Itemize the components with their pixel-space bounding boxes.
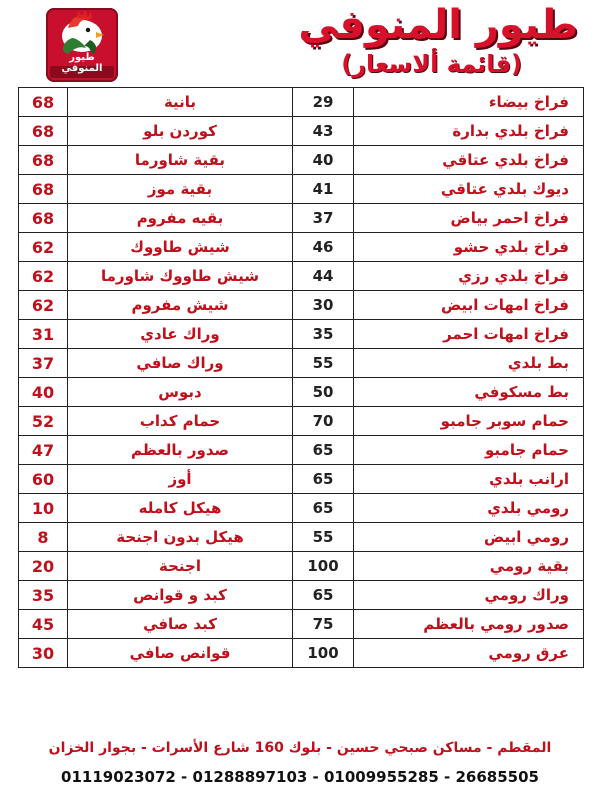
left-price: 68 bbox=[19, 117, 68, 146]
right-price: 30 bbox=[293, 291, 354, 320]
left-price: 37 bbox=[19, 349, 68, 378]
price-row bbox=[19, 581, 584, 610]
left-price: 62 bbox=[19, 262, 68, 291]
right-item-name: فراخ احمر بياض bbox=[354, 204, 584, 233]
left-price: 52 bbox=[19, 407, 68, 436]
left-price: 8 bbox=[19, 523, 68, 552]
left-price: 68 bbox=[19, 146, 68, 175]
price-row bbox=[19, 175, 584, 204]
right-price: 43 bbox=[293, 117, 354, 146]
left-item-name: أوز bbox=[68, 465, 293, 494]
right-price: 41 bbox=[293, 175, 354, 204]
right-price: 29 bbox=[293, 88, 354, 117]
left-item-name: هيكل كامله bbox=[68, 494, 293, 523]
left-item-name: وراك صافي bbox=[68, 349, 293, 378]
left-item-name: شيش طاووك bbox=[68, 233, 293, 262]
price-row bbox=[19, 291, 584, 320]
price-row bbox=[19, 349, 584, 378]
price-table bbox=[18, 87, 584, 668]
right-price: 50 bbox=[293, 378, 354, 407]
right-price: 65 bbox=[293, 494, 354, 523]
left-price: 10 bbox=[19, 494, 68, 523]
price-row bbox=[19, 639, 584, 668]
price-row bbox=[19, 407, 584, 436]
left-price: 62 bbox=[19, 233, 68, 262]
price-row bbox=[19, 523, 584, 552]
right-price: 65 bbox=[293, 581, 354, 610]
right-item-name: فراخ بلدي عتاقي bbox=[354, 146, 584, 175]
left-price: 68 bbox=[19, 88, 68, 117]
price-row bbox=[19, 233, 584, 262]
price-row bbox=[19, 117, 584, 146]
right-price: 35 bbox=[293, 320, 354, 349]
left-price: 62 bbox=[19, 291, 68, 320]
right-item-name: فراخ امهات ابيض bbox=[354, 291, 584, 320]
right-item-name: رومي ابيض bbox=[354, 523, 584, 552]
price-row bbox=[19, 494, 584, 523]
right-price: 40 bbox=[293, 146, 354, 175]
right-item-name: بط بلدي bbox=[354, 349, 584, 378]
shop-name-title: طيور المنوفي bbox=[298, 2, 578, 48]
price-row bbox=[19, 88, 584, 117]
right-price: 100 bbox=[293, 639, 354, 668]
price-row bbox=[19, 204, 584, 233]
right-item-name: ارانب بلدي bbox=[354, 465, 584, 494]
right-price: 55 bbox=[293, 349, 354, 378]
right-item-name: فراخ امهات احمر bbox=[354, 320, 584, 349]
left-item-name: كبد و قوانص bbox=[68, 581, 293, 610]
left-item-name: وراك عادي bbox=[68, 320, 293, 349]
right-item-name: ديوك بلدي عتاقي bbox=[354, 175, 584, 204]
header bbox=[0, 0, 600, 88]
left-price: 30 bbox=[19, 639, 68, 668]
logo-text: طيور المنوفي bbox=[61, 52, 103, 74]
right-price: 55 bbox=[293, 523, 354, 552]
left-item-name: بقية شاورما bbox=[68, 146, 293, 175]
right-item-name: فراخ بلدي رزي bbox=[354, 262, 584, 291]
left-item-name: صدور بالعظم bbox=[68, 436, 293, 465]
right-item-name: بط مسكوفي bbox=[354, 378, 584, 407]
left-price: 45 bbox=[19, 610, 68, 639]
right-item-name: رومي بلدي bbox=[354, 494, 584, 523]
right-item-name: حمام جامبو bbox=[354, 436, 584, 465]
right-item-name: عرق رومي bbox=[354, 639, 584, 668]
right-price: 37 bbox=[293, 204, 354, 233]
shop-logo bbox=[46, 8, 118, 82]
right-price: 46 bbox=[293, 233, 354, 262]
left-item-name: بانية bbox=[68, 88, 293, 117]
left-item-name: شيش مفروم bbox=[68, 291, 293, 320]
left-price: 68 bbox=[19, 204, 68, 233]
left-price: 68 bbox=[19, 175, 68, 204]
right-price: 70 bbox=[293, 407, 354, 436]
left-item-name: حمام كداب bbox=[68, 407, 293, 436]
right-item-name: فراخ بلدي حشو bbox=[354, 233, 584, 262]
left-item-name: هيكل بدون اجنحة bbox=[68, 523, 293, 552]
phone-numbers: 01119023072 - 01288897103 - 01009955285 - 26685505 bbox=[61, 768, 539, 786]
right-item-name: صدور رومي بالعظم bbox=[354, 610, 584, 639]
left-price: 20 bbox=[19, 552, 68, 581]
right-price: 44 bbox=[293, 262, 354, 291]
price-row bbox=[19, 146, 584, 175]
right-price: 75 bbox=[293, 610, 354, 639]
left-item-name: قوانص صافي bbox=[68, 639, 293, 668]
price-row bbox=[19, 465, 584, 494]
left-item-name: اجنحة bbox=[68, 552, 293, 581]
left-item-name: كبد صافي bbox=[68, 610, 293, 639]
price-row bbox=[19, 378, 584, 407]
right-item-name: حمام سوبر جامبو bbox=[354, 407, 584, 436]
left-price: 47 bbox=[19, 436, 68, 465]
price-list-subtitle: (قائمة ألاسعار) bbox=[341, 50, 522, 78]
right-price: 100 bbox=[293, 552, 354, 581]
price-row bbox=[19, 320, 584, 349]
left-item-name: شيش طاووك شاورما bbox=[68, 262, 293, 291]
left-item-name: بقيه مفروم bbox=[68, 204, 293, 233]
left-price: 31 bbox=[19, 320, 68, 349]
shop-address: المقطم - مساكن صبحي حسين - بلوك 160 شارع الأسرات - بجوار الخزان bbox=[48, 740, 552, 756]
right-price: 65 bbox=[293, 465, 354, 494]
price-row bbox=[19, 262, 584, 291]
left-price: 35 bbox=[19, 581, 68, 610]
left-price: 60 bbox=[19, 465, 68, 494]
right-item-name: بقية رومي bbox=[354, 552, 584, 581]
left-item-name: دبوس bbox=[68, 378, 293, 407]
right-item-name: فراخ بيضاء bbox=[354, 88, 584, 117]
right-item-name: وراك رومي bbox=[354, 581, 584, 610]
price-row bbox=[19, 610, 584, 639]
left-item-name: كوردن بلو bbox=[68, 117, 293, 146]
price-row bbox=[19, 552, 584, 581]
left-item-name: بقية موز bbox=[68, 175, 293, 204]
price-row bbox=[19, 436, 584, 465]
right-price: 65 bbox=[293, 436, 354, 465]
right-item-name: فراخ بلدي بدارة bbox=[354, 117, 584, 146]
left-price: 40 bbox=[19, 378, 68, 407]
